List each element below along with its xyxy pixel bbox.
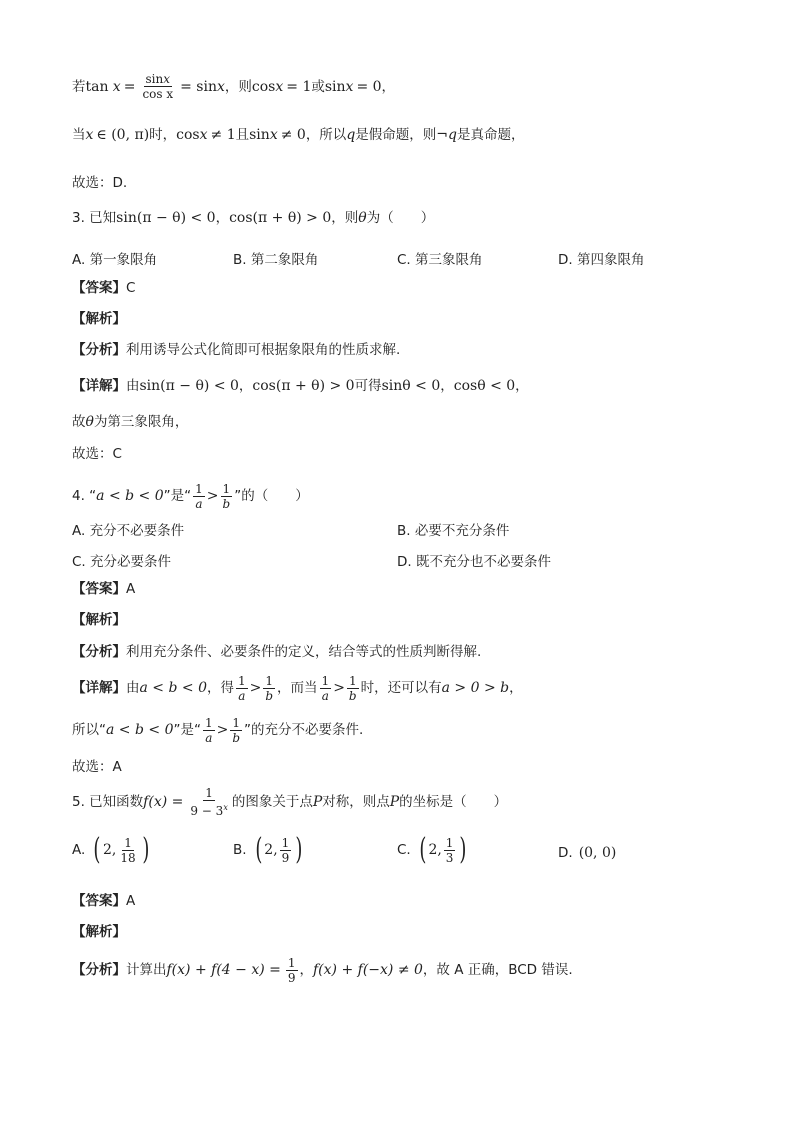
line-interval-reasoning (72, 125, 524, 145)
text: ”是“ (173, 722, 201, 738)
q4-select: 故选：A (72, 759, 122, 775)
q3-option-b: B. 第二象限角 (233, 252, 319, 268)
q4-option-d: D. 既不充分也不必要条件 (397, 554, 551, 570)
question-4-stem (72, 478, 309, 514)
text: 故 (72, 414, 86, 430)
text: ，而当 (277, 680, 318, 696)
question-5-stem (72, 784, 507, 820)
math: x (85, 127, 94, 143)
math: sin(π − θ) < 0 (139, 378, 239, 394)
text: 且 (235, 127, 250, 143)
fraction: $\frac{1}{b}$ (232, 715, 241, 745)
math: x (112, 78, 121, 95)
text: 当 (72, 127, 86, 143)
math: θ (85, 414, 94, 430)
math: f(x) = (143, 794, 184, 810)
q4-option-c: C. 充分必要条件 (72, 554, 172, 570)
text: 为第三象限角， (93, 414, 189, 430)
math: = 0 (356, 78, 382, 95)
text: 对称，则点 (322, 794, 390, 810)
math: x (269, 127, 278, 143)
text: 为（ ） (366, 210, 435, 226)
q4-option-b: B. 必要不充分条件 (397, 523, 510, 539)
question-3-stem (72, 208, 434, 228)
text: 由 (126, 378, 140, 394)
fraction: $\frac{1}{b}$ (222, 481, 231, 511)
text: ”是“ (163, 488, 192, 504)
math: > (333, 680, 345, 696)
fenxi-label: 【分析】 (72, 644, 126, 660)
text: ， (440, 378, 454, 394)
q3-fenxi (72, 340, 400, 360)
math: x (345, 78, 354, 95)
q4-analysis-label: 【解析】 (72, 612, 126, 628)
answer-label: 【答案】 (72, 581, 126, 597)
answer-value: C (126, 280, 136, 296)
answer-label: 【答案】 (72, 893, 126, 909)
math: f(x) + f(−x) ≠ 0 (313, 962, 423, 978)
math: ≠ 0 (280, 127, 306, 143)
fenxi-label: 【分析】 (72, 962, 126, 978)
math: = 1 (286, 78, 312, 95)
q3-option-d: D. 第四象限角 (558, 252, 645, 268)
math: θ (358, 210, 367, 226)
fraction: $\frac{1}{9 - 3^x}$ (190, 786, 228, 818)
text: 的坐标是（ ） (399, 794, 508, 810)
text: 由 (126, 680, 140, 696)
q4-option-a: A. 充分不必要条件 (72, 523, 185, 539)
q3-xiangjie (72, 376, 529, 396)
line-select-d: 故选：D. (72, 175, 128, 191)
fraction: $\frac{1}{a}$ (204, 715, 213, 745)
fraction (140, 72, 175, 101)
text: 若 (72, 78, 86, 95)
text: ， (215, 210, 230, 226)
fraction: $\frac{1}{9}$ (287, 955, 296, 985)
text: ”的（ ） (234, 488, 309, 504)
fraction: $\frac{1}{a}$ (321, 673, 330, 703)
q5-option-c: C. ( 2, $\frac{1}{3}$ ) (397, 832, 467, 867)
math: a < b < 0 (106, 722, 174, 738)
math: = sin (180, 78, 217, 95)
text: 利用诱导公式化简即可根据象限角的性质求解. (126, 342, 401, 358)
q4-answer (72, 579, 135, 599)
fraction: $\frac{1}{a}$ (237, 673, 246, 703)
q3-conclusion (72, 412, 188, 432)
text: ”的充分不必要条件. (244, 722, 364, 738)
math: cos (176, 127, 200, 143)
math: > (216, 722, 229, 738)
q3-option-c: C. 第三象限角 (397, 252, 483, 268)
text: ， (515, 378, 529, 394)
q5-option-d: D. (0, 0) (558, 845, 617, 861)
text: 或 (311, 78, 325, 95)
text: 3. 已知 (72, 210, 117, 226)
text: ，得 (206, 680, 234, 696)
q3-answer (72, 278, 135, 298)
math: cos x (142, 87, 174, 101)
text: ，则 (331, 210, 359, 226)
math: sin (324, 78, 346, 95)
q3-option-a: A. 第一象限角 (72, 252, 158, 268)
math: sinθ < 0 (381, 378, 441, 394)
fraction: $\frac{1}{a}$ (195, 481, 203, 511)
text: ， (238, 378, 253, 394)
math: a < b < 0 (139, 680, 207, 696)
math: sin (145, 72, 164, 86)
q3-select: 故选：C (72, 446, 122, 462)
math: tan (85, 78, 109, 95)
math: ∈ (0, π) (96, 127, 150, 143)
text: 时，还可以有 (360, 680, 442, 696)
q3-analysis-label: 【解析】 (72, 311, 126, 327)
text: 是假命题，则 (355, 127, 437, 143)
text: 计算出 (126, 962, 167, 978)
text: 时， (149, 127, 177, 143)
text: 可得 (354, 378, 382, 394)
math: = (123, 78, 136, 95)
math: cos(π + θ) > 0 (229, 210, 332, 226)
math: sin (249, 127, 270, 143)
math: > (206, 488, 219, 504)
math: P (312, 794, 323, 810)
text: ，故 A 正确，BCD 错误. (422, 962, 573, 978)
math: x (163, 72, 171, 86)
fraction: $\frac{1}{b}$ (348, 673, 357, 703)
answer-value: A (126, 581, 136, 597)
math: x (216, 78, 225, 95)
q5-answer (72, 891, 135, 911)
xiangjie-label: 【详解】 (72, 378, 126, 394)
fraction: $\frac{1}{b}$ (265, 673, 274, 703)
line-tan-condition (72, 72, 395, 101)
text: ， (381, 78, 396, 95)
answer-label: 【答案】 (72, 280, 126, 296)
q5-analysis-label: 【解析】 (72, 924, 126, 940)
math: P (389, 794, 400, 810)
q5-option-a: A. ( 2, $\frac{1}{18}$ ) (72, 832, 150, 867)
math: a > 0 > b (441, 680, 510, 696)
q4-conclusion (72, 712, 363, 748)
answer-value: A (126, 893, 136, 909)
text: 5. 已知函数 (72, 794, 144, 810)
text: 的图象关于点 (231, 794, 313, 810)
math: cos (251, 78, 276, 95)
math: cos(π + θ) > 0 (252, 378, 355, 394)
text: ，则 (224, 78, 252, 95)
math: cosθ < 0 (453, 378, 516, 394)
q5-option-b: B. ( 2, $\frac{1}{9}$ ) (233, 832, 303, 867)
text: 是真命题， (456, 127, 525, 143)
math: a < b < 0 (96, 488, 164, 504)
text: ， (299, 962, 313, 978)
q5-fenxi (72, 952, 573, 988)
text: 利用充分条件、必要条件的定义，结合等式的性质判断得解. (126, 644, 482, 660)
math: ¬q (436, 127, 457, 143)
text: 4. “ (72, 488, 97, 504)
math: ≠ 1 (210, 127, 236, 143)
fenxi-label: 【分析】 (72, 342, 126, 358)
math: sin(π − θ) < 0 (116, 210, 216, 226)
text: ，所以 (305, 127, 347, 143)
xiangjie-label: 【详解】 (72, 680, 126, 696)
q4-xiangjie (72, 670, 523, 706)
text: ， (509, 680, 523, 696)
math: x (199, 127, 208, 143)
math: q (346, 127, 356, 143)
math: > (249, 680, 262, 696)
math: x (275, 78, 284, 95)
math: f(x) + f(4 − x) = (166, 962, 281, 978)
text: 所以“ (72, 722, 106, 738)
q4-fenxi (72, 642, 481, 662)
